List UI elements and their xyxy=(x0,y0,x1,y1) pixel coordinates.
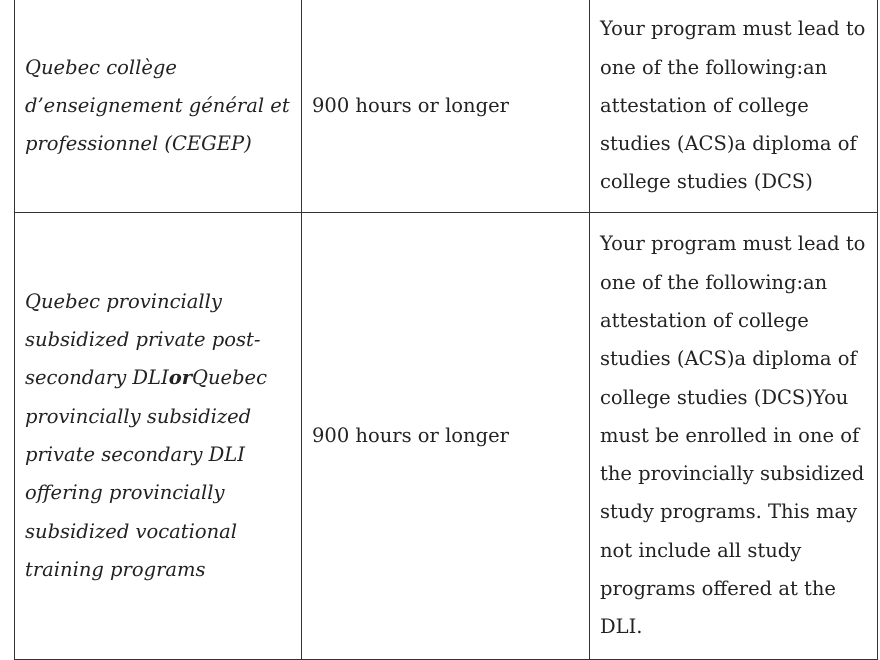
table-row xyxy=(15,213,878,660)
table-row xyxy=(15,0,878,213)
program-type-part-2: Quebec provincially subsidized private secondary DLI offering provincially subsidized vocational training programs xyxy=(25,366,268,581)
program-type-part-1: Quebec provincially subsidized private post-secondary DLI xyxy=(25,289,261,390)
program-type-cell: Quebec collège d’enseignement général et professionnel (CEGEP) xyxy=(15,0,302,213)
credential-cell: Your program must lead to one of the following:an attestation of college studies (ACS)a diploma of college studies (DCS)You must be enrolled in one of the provincially subsidized study programs. This may not include all study programs offered at the DLI. xyxy=(590,213,878,660)
duration-cell: 900 hours or longer xyxy=(302,0,590,213)
duration-cell: 900 hours or longer xyxy=(302,213,590,660)
program-requirements-table xyxy=(14,0,878,660)
credential-cell: Your program must lead to one of the following:an attestation of college studies (ACS)a diploma of college studies (DCS) xyxy=(590,0,878,213)
program-type-cell xyxy=(15,213,302,660)
program-type-connector: or xyxy=(168,366,192,390)
